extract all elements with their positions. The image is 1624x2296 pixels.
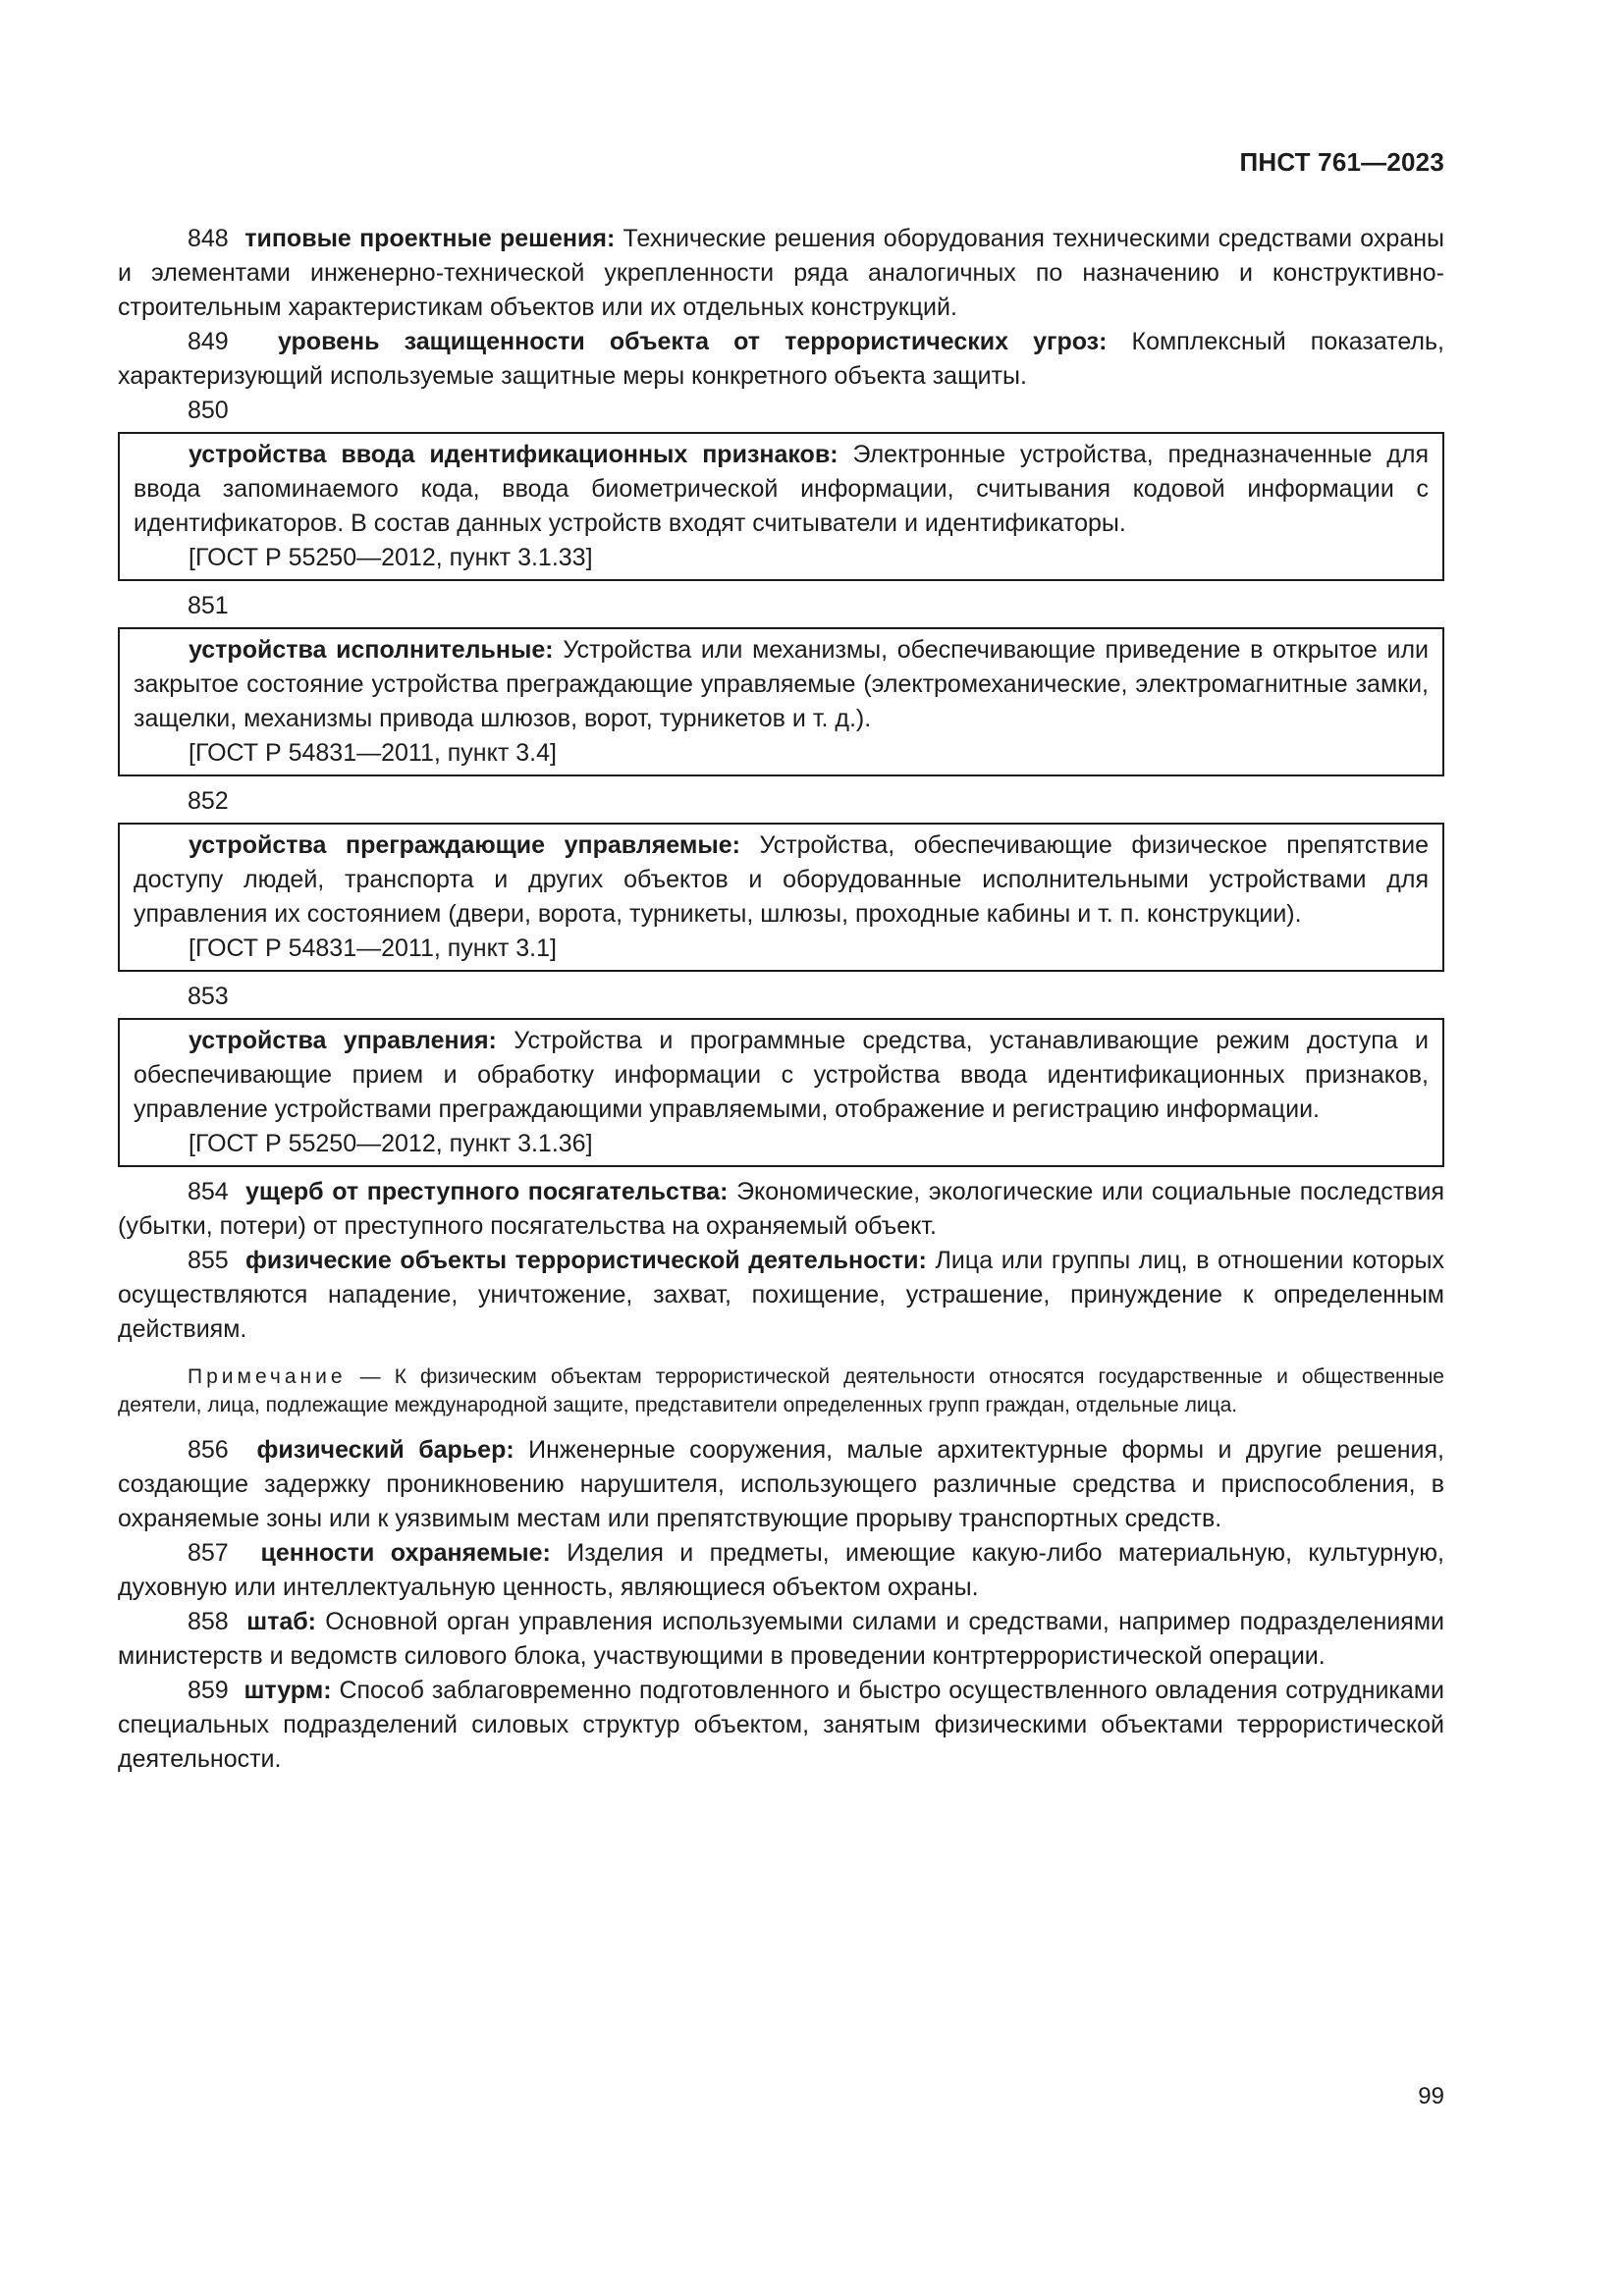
entry-term: штаб:	[246, 1608, 317, 1635]
note-text: — К физическим объектам террористической деятельности относятся государственные и общественные деятели, лица, подлежащие международной защите, представители определенных групп граждан, отдельные лица.	[118, 1365, 1444, 1416]
entry-859	[118, 1674, 1444, 1777]
source-reference: [ГОСТ Р 55250—2012, пункт 3.1.36]	[189, 1130, 593, 1157]
entry-definition: Изделия и предметы, имеющие какую-либо материальную, культурную, духовную или интеллектуальную ценность, являющиеся объектом охраны.	[118, 1539, 1445, 1601]
entry-number: 849	[188, 328, 229, 355]
entry-term: устройства преграждающие управляемые:	[189, 831, 740, 859]
entry-definition: Электронные устройства, предназначенные для ввода запоминаемого кода, ввода биометрической информации, считывания кодовой информации с идентификаторов. В состав данных устройств входят считыватели и идентификаторы.	[134, 441, 1430, 537]
entry-857	[118, 1536, 1444, 1605]
page-number: 99	[1418, 2083, 1444, 2109]
entry-definition: Устройства и программные средства, устанавливающие режим доступа и обеспечивающие прием и обработку информации с устройства ввода идентификационных признаков, управление устройствами преграждающими управляемыми, отображение и регистрацию информации.	[134, 1027, 1430, 1123]
note	[118, 1362, 1444, 1419]
entry-definition: Экономические, экологические или социальные последствия (убытки, потери) от преступного посягательства на охраняемый объект.	[118, 1178, 1444, 1240]
note-label: Примечание	[188, 1365, 347, 1388]
entry-851	[134, 633, 1429, 736]
entry-number: 854	[188, 1178, 229, 1205]
entry-term: штурм:	[244, 1677, 332, 1704]
entry-definition: Устройства или механизмы, обеспечивающие приведение в открытое или закрытое состояние устройства преграждающие управляемые (электромеханические, электромагнитные замки, защелки, механизмы привода шлюзов, ворот, турникетов и т. д.).	[134, 636, 1430, 732]
document-code: ПНСТ 761—2023	[1239, 147, 1444, 177]
entry-number-851: 851	[188, 592, 229, 619]
entry-number-850: 850	[188, 397, 229, 424]
entry-number: 857	[188, 1539, 229, 1567]
entry-number: 858	[188, 1608, 229, 1635]
entry-number-853: 853	[188, 983, 229, 1010]
entry-definition: Комплексный показатель, характеризующий используемые защитные меры конкретного объекта защиты.	[118, 328, 1444, 390]
entry-856	[118, 1433, 1444, 1536]
entry-term: физический барьер:	[256, 1436, 514, 1464]
entry-definition: Технические решения оборудования техническими средствами охраны и элементами инженерно-технической укрепленности ряда аналогичных по назначению и конструктивно-строительным характеристикам объектов или их отдельных конструкций.	[118, 225, 1444, 321]
source-reference: [ГОСТ Р 54831—2011, пункт 3.4]	[189, 739, 557, 767]
entry-number-852: 852	[188, 787, 229, 815]
entry-definition: Основной орган управления используемыми силами и средствами, например подразделениями министерств и ведомств силового блока, участвующими в проведении контртеррористической операции.	[118, 1608, 1444, 1670]
entry-definition: Инженерные сооружения, малые архитектурные формы и другие решения, создающие задержку проникновению нарушителя, использующего различные средства и приспособления, в охраняемые зоны или к уязвимым местам или препятствующие прорыву транспортных средств.	[118, 1436, 1444, 1532]
entry-term: устройства управления:	[189, 1027, 497, 1054]
entry-term: ущерб от преступного посягательства:	[244, 1178, 729, 1205]
entry-850	[134, 438, 1429, 541]
entry-854	[118, 1175, 1444, 1244]
quoted-definition-box-853	[118, 1018, 1444, 1167]
entry-849	[118, 325, 1444, 394]
page-content	[118, 222, 1444, 1777]
entry-number: 855	[188, 1247, 229, 1274]
quoted-definition-box-851	[118, 627, 1444, 776]
entry-852	[134, 828, 1429, 932]
entry-term: устройства ввода идентификационных признаков:	[189, 441, 839, 468]
entry-term: уровень защищенности объекта от террористических угроз:	[277, 328, 1108, 355]
entry-definition: Устройства, обеспечивающие физическое препятствие доступу людей, транспорта и других объектов и оборудованные исполнительными устройствами для управления их состоянием (двери, ворота, турникеты, шлюзы, проходные кабины и т. п. конструкции).	[134, 831, 1429, 928]
entry-858	[118, 1605, 1444, 1674]
entry-term: ценности охраняемые:	[260, 1539, 551, 1567]
entry-definition: Лица или группы лиц, в отношении которых осуществляются нападение, уничтожение, захват, похищение, устрашение, принуждение к определенным действиям.	[118, 1247, 1444, 1343]
quoted-definition-box-852	[118, 823, 1444, 972]
entry-number: 859	[188, 1677, 229, 1704]
entry-term: устройства исполнительные:	[189, 636, 554, 664]
entry-number: 848	[188, 225, 229, 252]
entry-853	[134, 1024, 1429, 1127]
entry-definition: Способ заблаговременно подготовленного и быстро осуществленного овладения сотрудниками специальных подразделений силовых структур объектом, занятым физическими объектами террористической деятельности.	[118, 1677, 1444, 1773]
entry-855	[118, 1244, 1444, 1347]
quoted-definition-box-850	[118, 432, 1444, 581]
entry-848	[118, 222, 1444, 325]
entry-term: типовые проектные решения:	[244, 225, 616, 252]
entry-term: физические объекты террористической деятельности:	[244, 1247, 927, 1274]
source-reference: [ГОСТ Р 55250—2012, пункт 3.1.33]	[189, 544, 593, 571]
entry-number: 856	[188, 1436, 229, 1464]
source-reference: [ГОСТ Р 54831—2011, пункт 3.1]	[189, 934, 557, 962]
